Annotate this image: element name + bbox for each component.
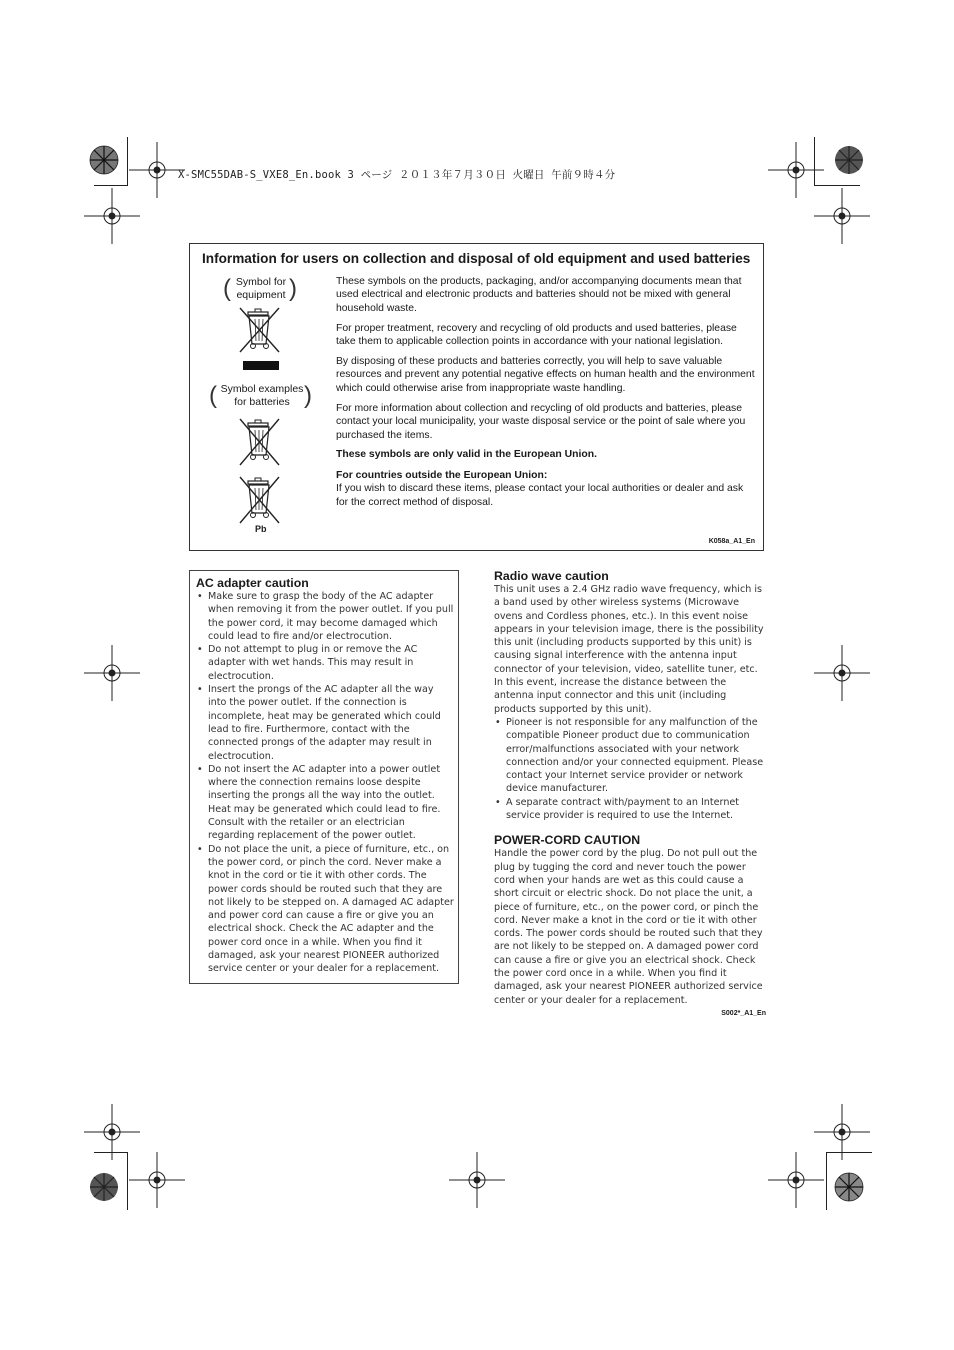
color-target-icon — [834, 145, 864, 175]
info-title: Information for users on collection and disposal of old equipment and used batteries — [202, 251, 751, 266]
right-column — [494, 569, 766, 1017]
registration-mark-icon — [127, 1150, 187, 1210]
ac-list — [196, 590, 454, 976]
radio-list — [494, 716, 766, 822]
power-cord-body: Handle the power cord by the plug. Do not pull out the plug by tugging the cord and never touch the power cord when your hands are wet as this could cause a short circuit or electric shock. Do not place the unit, a piece of furniture, etc., on the power cord, or pinch the cord. Never make a knot in the cord or tie it with other cords. The power cords should be routed such that they are not likely to be stepped on. A damaged power cord can cause a fire or give you an electrical shock. Check the power cord once in a while. When you find it damaged, ask your nearest PIONEER authorized service center or your dealer for a replacement. — [494, 848, 763, 1006]
list-item: • Do not attempt to plug in or remove the AC adapter with wet hands. This may result in electrocution. — [196, 643, 454, 683]
eu-note: These symbols are only valid in the European Union. — [336, 449, 597, 461]
ac-adapter-caution-box — [189, 570, 459, 984]
info-paragraph: By disposing of these products and batteries correctly, you will help to save valuable resources and prevent any potential negative effects on human health and the environment which could otherwise arise from inappropriate waste handling. — [336, 356, 755, 394]
info-paragraph: These symbols on the products, packaging, and/or accompanying documents mean that used electrical and electronic products and batteries should not be mixed with general household waste. — [336, 276, 742, 314]
power-cord-code: S002*_A1_En — [721, 1009, 766, 1017]
registration-mark-icon — [812, 1102, 872, 1162]
registration-mark-icon — [82, 643, 142, 703]
info-code: K058a_A1_En — [708, 538, 755, 545]
outside-eu-heading: For countries outside the European Union: — [336, 469, 548, 481]
symbol-equipment-label: Symbol for equipment — [235, 276, 287, 301]
paren-left: ( — [209, 382, 217, 409]
crossed-battery-bin-pb-icon — [237, 475, 285, 527]
radio-title: Radio wave caution — [494, 569, 609, 583]
list-item: • Do not insert the AC adapter into a power outlet where the connection remains loose despite inserting the prongs all the way into the outlet. Heat may be generated which could lead to fire. Consult with the retailer or an electrician regarding replacement of the power outlet. — [196, 763, 454, 843]
paren-right: ) — [289, 275, 297, 302]
disposal-info-box — [189, 243, 764, 551]
registration-mark-icon — [812, 186, 872, 246]
info-text — [336, 275, 756, 516]
registration-mark-icon — [447, 1150, 507, 1210]
color-target-icon — [89, 1172, 119, 1202]
list-item: • Make sure to grasp the body of the AC adapter when removing it from the power outlet. If you pull the power cord, it may become damaged which could lead to fire and/or electrocution. — [196, 590, 454, 643]
pb-label: Pb — [255, 524, 267, 534]
list-item: • A separate contract with/payment to an Internet service provider is required to use the Internet. — [494, 796, 766, 823]
crossed-battery-bin-icon — [237, 417, 285, 469]
ac-title: AC adapter caution — [196, 576, 309, 590]
info-paragraph: For more information about collection and recycling of old products and batteries, please contact your local municipality, your waste disposal service or the point of sale where you purchased the items. — [336, 402, 746, 441]
paren-left: ( — [223, 275, 231, 302]
paren-right: ) — [304, 382, 312, 409]
color-target-icon — [834, 1172, 864, 1202]
info-paragraph: For proper treatment, recovery and recycling of old products and used batteries, please take them to applicable collection points in accordance with your national legislation. — [336, 322, 737, 348]
radio-body: This unit uses a 2.4 GHz radio wave frequency, which is a band used by other wireless systems (Microwave ovens and Cordless phones, etc.). In this event noise appears in your television image, there is the possibility this unit (including products supported by this unit) is causing signal interference with the antenna input connector of your television, video, satellite tuner, etc. In this event, increase the distance between the antenna input connector and this unit (including products supported by this unit). — [494, 584, 764, 715]
list-item: • Do not place the unit, a piece of furniture, etc., on the power cord, or pinch the cord. Never make a knot in the cord or tie it with other cords. The power cords should be routed such that they are not likely to be stepped on. A damaged AC adapter and power cord can cause a fire or give you an electrical shock. Check the AC adapter and the power cord once in a while. When you find it damaged, ask your nearest PIONEER authorized service center or your dealer for a replacement. — [196, 843, 454, 976]
print-header: X-SMC55DAB-S_VXE8_En.book 3 ページ ２０１３年７月３０日 火曜日 午前９時４分 — [178, 169, 616, 181]
list-item: • Pioneer is not responsible for any malfunction of the compatible Pioneer product due to communication error/malfunctions associated with your network connection and/or your connected equipment. Please contact your Internet service provider or network device manufacturer. — [494, 716, 766, 796]
outside-eu-text: If you wish to discard these items, please contact your local authorities or dealer and ask for the correct method of disposal. — [336, 483, 744, 508]
list-item: • Insert the prongs of the AC adapter all the way into the power outlet. If the connection is incomplete, heat may be generated which could lead to fire. Furthermore, contact with the connected prongs of the adapter may result in electrocution. — [196, 683, 454, 763]
color-target-icon — [89, 145, 119, 175]
crossed-bin-icon — [237, 306, 285, 374]
power-cord-title: POWER-CORD CAUTION — [494, 833, 641, 848]
registration-mark-icon — [812, 643, 872, 703]
symbol-batteries-label: Symbol examples for batteries — [220, 383, 304, 408]
